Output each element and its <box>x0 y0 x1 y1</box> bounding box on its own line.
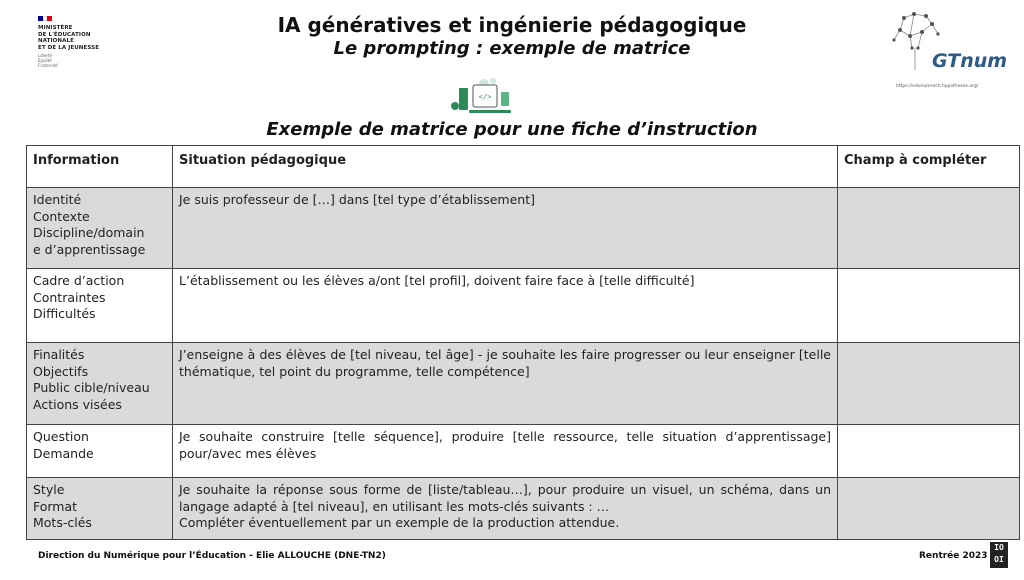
table-header-row <box>27 146 1020 188</box>
footer-credit: Direction du Numérique pour l’Éducation - Elie ALLOUCHE (DNE-TN2) <box>38 551 386 561</box>
row-situation: Je souhaite construire [telle séquence], produire [telle ressource, telle situation d’apprentissage] pour/avec mes élèves <box>173 425 838 478</box>
row-situation: J’enseigne à des élèves de [tel niveau, tel âge] - je souhaite les faire progresser ou leur enseigner [telle thématique, tel point du programme, telle compétence] <box>173 343 838 425</box>
row-information: Identité Contexte Discipline/domain e d’apprentissage <box>27 188 173 269</box>
row-information: Question Demande <box>27 425 173 478</box>
instruction-matrix-table <box>26 145 1020 540</box>
computer-illustration-icon <box>447 74 527 118</box>
table-row <box>27 188 1020 269</box>
table-row <box>27 425 1020 478</box>
header-champ: Champ à compléter <box>838 146 1020 188</box>
io-logo-icon: IO OI <box>990 542 1008 568</box>
row-situation: Je suis professeur de […] dans [tel type d’établissement] <box>173 188 838 269</box>
gtnum-url: https://edunumrech.hypotheses.org/ <box>896 84 979 89</box>
gtnum-name: GTnum <box>932 50 1008 72</box>
row-champ-field[interactable] <box>838 269 1020 343</box>
ministry-line-4: ET DE LA JEUNESSE <box>38 44 100 51</box>
row-champ-field[interactable] <box>838 343 1020 425</box>
row-situation: L’établissement ou les élèves a/ont [tel profil], doivent faire face à [telle difficulté] <box>173 269 838 343</box>
row-information: Style Format Mots-clés <box>27 478 173 540</box>
svg-text:</>: </> <box>478 93 492 101</box>
row-information: Finalités Objectifs Public cible/niveau Actions visées <box>27 343 173 425</box>
ministry-motto: Liberté Égalité Fraternité <box>38 53 58 68</box>
table-row <box>27 269 1020 343</box>
row-champ-field[interactable] <box>838 425 1020 478</box>
header-situation: Situation pédagogique <box>173 146 838 188</box>
footer-date: Rentrée 2023 <box>919 551 988 561</box>
table-row <box>27 343 1020 425</box>
row-situation: Je souhaite la réponse sous forme de [liste/tableau…], pour produire un visuel, un schéma, dans un langage adapté à [tel niveau], en utilisant les mots-clés suivants : … Compléter éventuellement par un exemple de la production attendue. <box>173 478 838 540</box>
gtnum-logo <box>882 8 1012 94</box>
table-row <box>27 478 1020 540</box>
header-information: Information <box>27 146 173 188</box>
page-subtitle: Le prompting : exemple de matrice <box>333 38 691 59</box>
row-champ-field[interactable] <box>838 188 1020 269</box>
section-title: Exemple de matrice pour une fiche d’instruction <box>266 119 758 140</box>
row-information: Cadre d’action Contraintes Difficultés <box>27 269 173 343</box>
header-titles <box>0 12 1024 60</box>
row-champ-field[interactable] <box>838 478 1020 540</box>
page-title: IA génératives et ingénierie pédagogique <box>277 13 747 37</box>
ministry-line-1: MINISTÈRE <box>38 25 73 31</box>
ministry-line-2: DE L'ÉDUCATION <box>38 31 91 38</box>
ministry-line-3: NATIONALE <box>38 38 74 44</box>
